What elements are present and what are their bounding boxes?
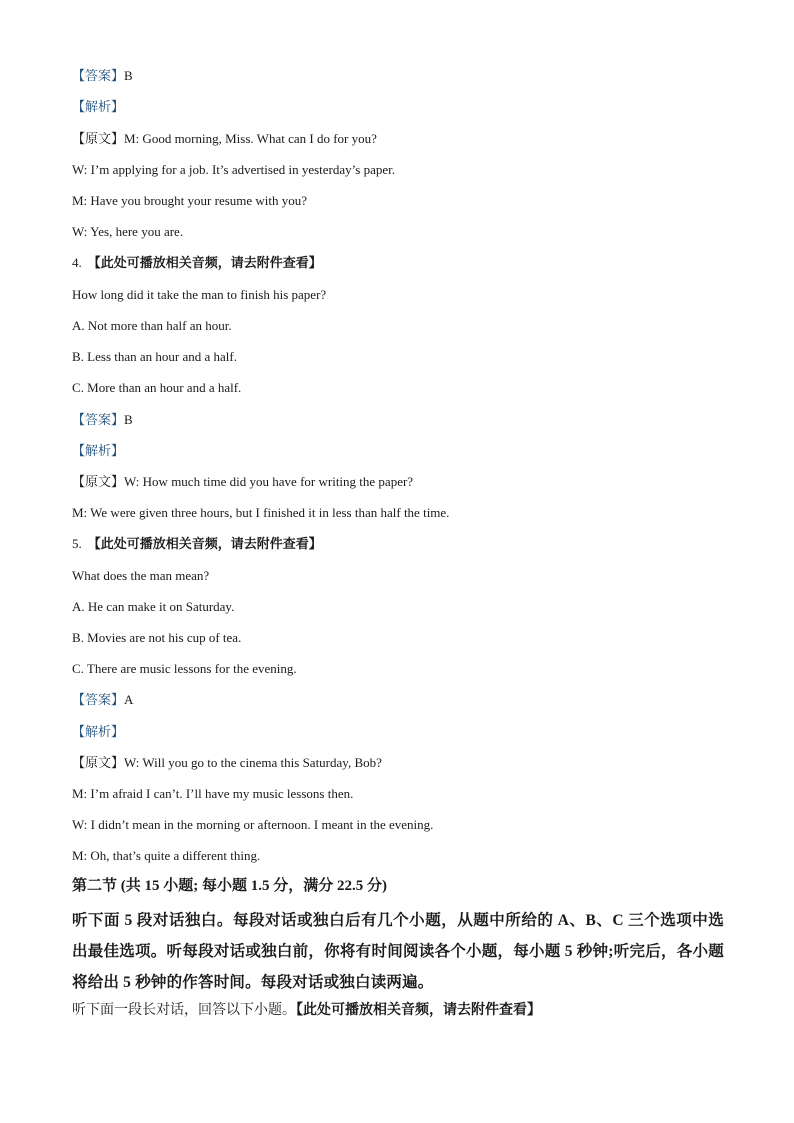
dialogue-line: W: I didn’t mean in the morning or afternoon. I meant in the evening. bbox=[72, 817, 434, 832]
audio-link[interactable]: 【此处可播放相关音频，请去附件查看】 bbox=[87, 255, 322, 270]
audio-link[interactable]: 【此处可播放相关音频，请去附件查看】 bbox=[87, 536, 322, 551]
question-5-header bbox=[72, 535, 734, 553]
question-text: What does the man mean? bbox=[72, 568, 210, 583]
transcript-line bbox=[72, 473, 734, 491]
dialogue-line: W: I’m applying for a job. It’s advertised in yesterday’s paper. bbox=[72, 162, 395, 177]
listening-intro bbox=[72, 1002, 734, 1020]
answer-line bbox=[72, 691, 734, 709]
script-tag: 【原文】 bbox=[72, 131, 125, 146]
dialogue-line: W: Will you go to the cinema this Saturday, Bob? bbox=[124, 755, 382, 770]
option-a: A. Not more than half an hour. bbox=[72, 318, 232, 333]
transcript-line bbox=[72, 130, 734, 148]
dialogue-line: M: Good morning, Miss. What can I do for you? bbox=[124, 131, 377, 146]
option-b: B. Movies are not his cup of tea. bbox=[72, 630, 242, 645]
section-instructions: 听下面 5 段对话独白。每段对话或独白后有几个小题，从题中所给的 A、B、C 三个选项中选出最佳选项。听每段对话或独白前，你将有时间阅读各个小题，每小题 5 秒钟;听完后，各小题将给出 5 秒钟的作答时间。每段对话或独白读两遍。 bbox=[72, 912, 724, 991]
dialogue-line: M: I’m afraid I can’t. I’ll have my music lessons then. bbox=[72, 786, 354, 801]
analysis-tag: 【解析】 bbox=[72, 724, 125, 739]
analysis-line bbox=[72, 98, 734, 116]
answer-line bbox=[72, 411, 734, 429]
answer-tag: 【答案】 bbox=[72, 68, 125, 83]
transcript-line bbox=[72, 754, 734, 772]
option-c: C. More than an hour and a half. bbox=[72, 380, 242, 395]
script-tag: 【原文】 bbox=[72, 755, 125, 770]
option-b: B. Less than an hour and a half. bbox=[72, 349, 237, 364]
dialogue-line: W: How much time did you have for writing the paper? bbox=[124, 474, 414, 489]
analysis-tag: 【解析】 bbox=[72, 443, 125, 458]
option-a: A. He can make it on Saturday. bbox=[72, 599, 235, 614]
question-4-header bbox=[72, 254, 734, 272]
answer-value: A bbox=[124, 692, 134, 707]
question-text: How long did it take the man to finish his paper? bbox=[72, 287, 327, 302]
script-tag: 【原文】 bbox=[72, 474, 125, 489]
dialogue-line: M: Oh, that’s quite a different thing. bbox=[72, 848, 261, 863]
option-c: C. There are music lessons for the evening. bbox=[72, 661, 297, 676]
audio-link[interactable]: 【此处可播放相关音频，请去附件查看】 bbox=[296, 1003, 541, 1018]
dialogue-line: M: Have you brought your resume with you? bbox=[72, 193, 308, 208]
answer-value: B bbox=[124, 412, 133, 427]
question-number: 5. bbox=[72, 536, 82, 551]
answer-value: B bbox=[124, 68, 133, 83]
analysis-tag: 【解析】 bbox=[72, 99, 125, 114]
answer-line bbox=[72, 67, 734, 85]
analysis-line bbox=[72, 723, 734, 741]
dialogue-line: W: Yes, here you are. bbox=[72, 224, 184, 239]
section-heading: 第二节 (共 15 小题; 每小题 1.5 分，满分 22.5 分) bbox=[72, 878, 387, 894]
answer-tag: 【答案】 bbox=[72, 692, 125, 707]
question-number: 4. bbox=[72, 255, 82, 270]
intro-text: 听下面一段长对话，回答以下小题。 bbox=[72, 1003, 296, 1018]
analysis-line bbox=[72, 442, 734, 460]
dialogue-line: M: We were given three hours, but I finished it in less than half the time. bbox=[72, 505, 450, 520]
answer-tag: 【答案】 bbox=[72, 412, 125, 427]
